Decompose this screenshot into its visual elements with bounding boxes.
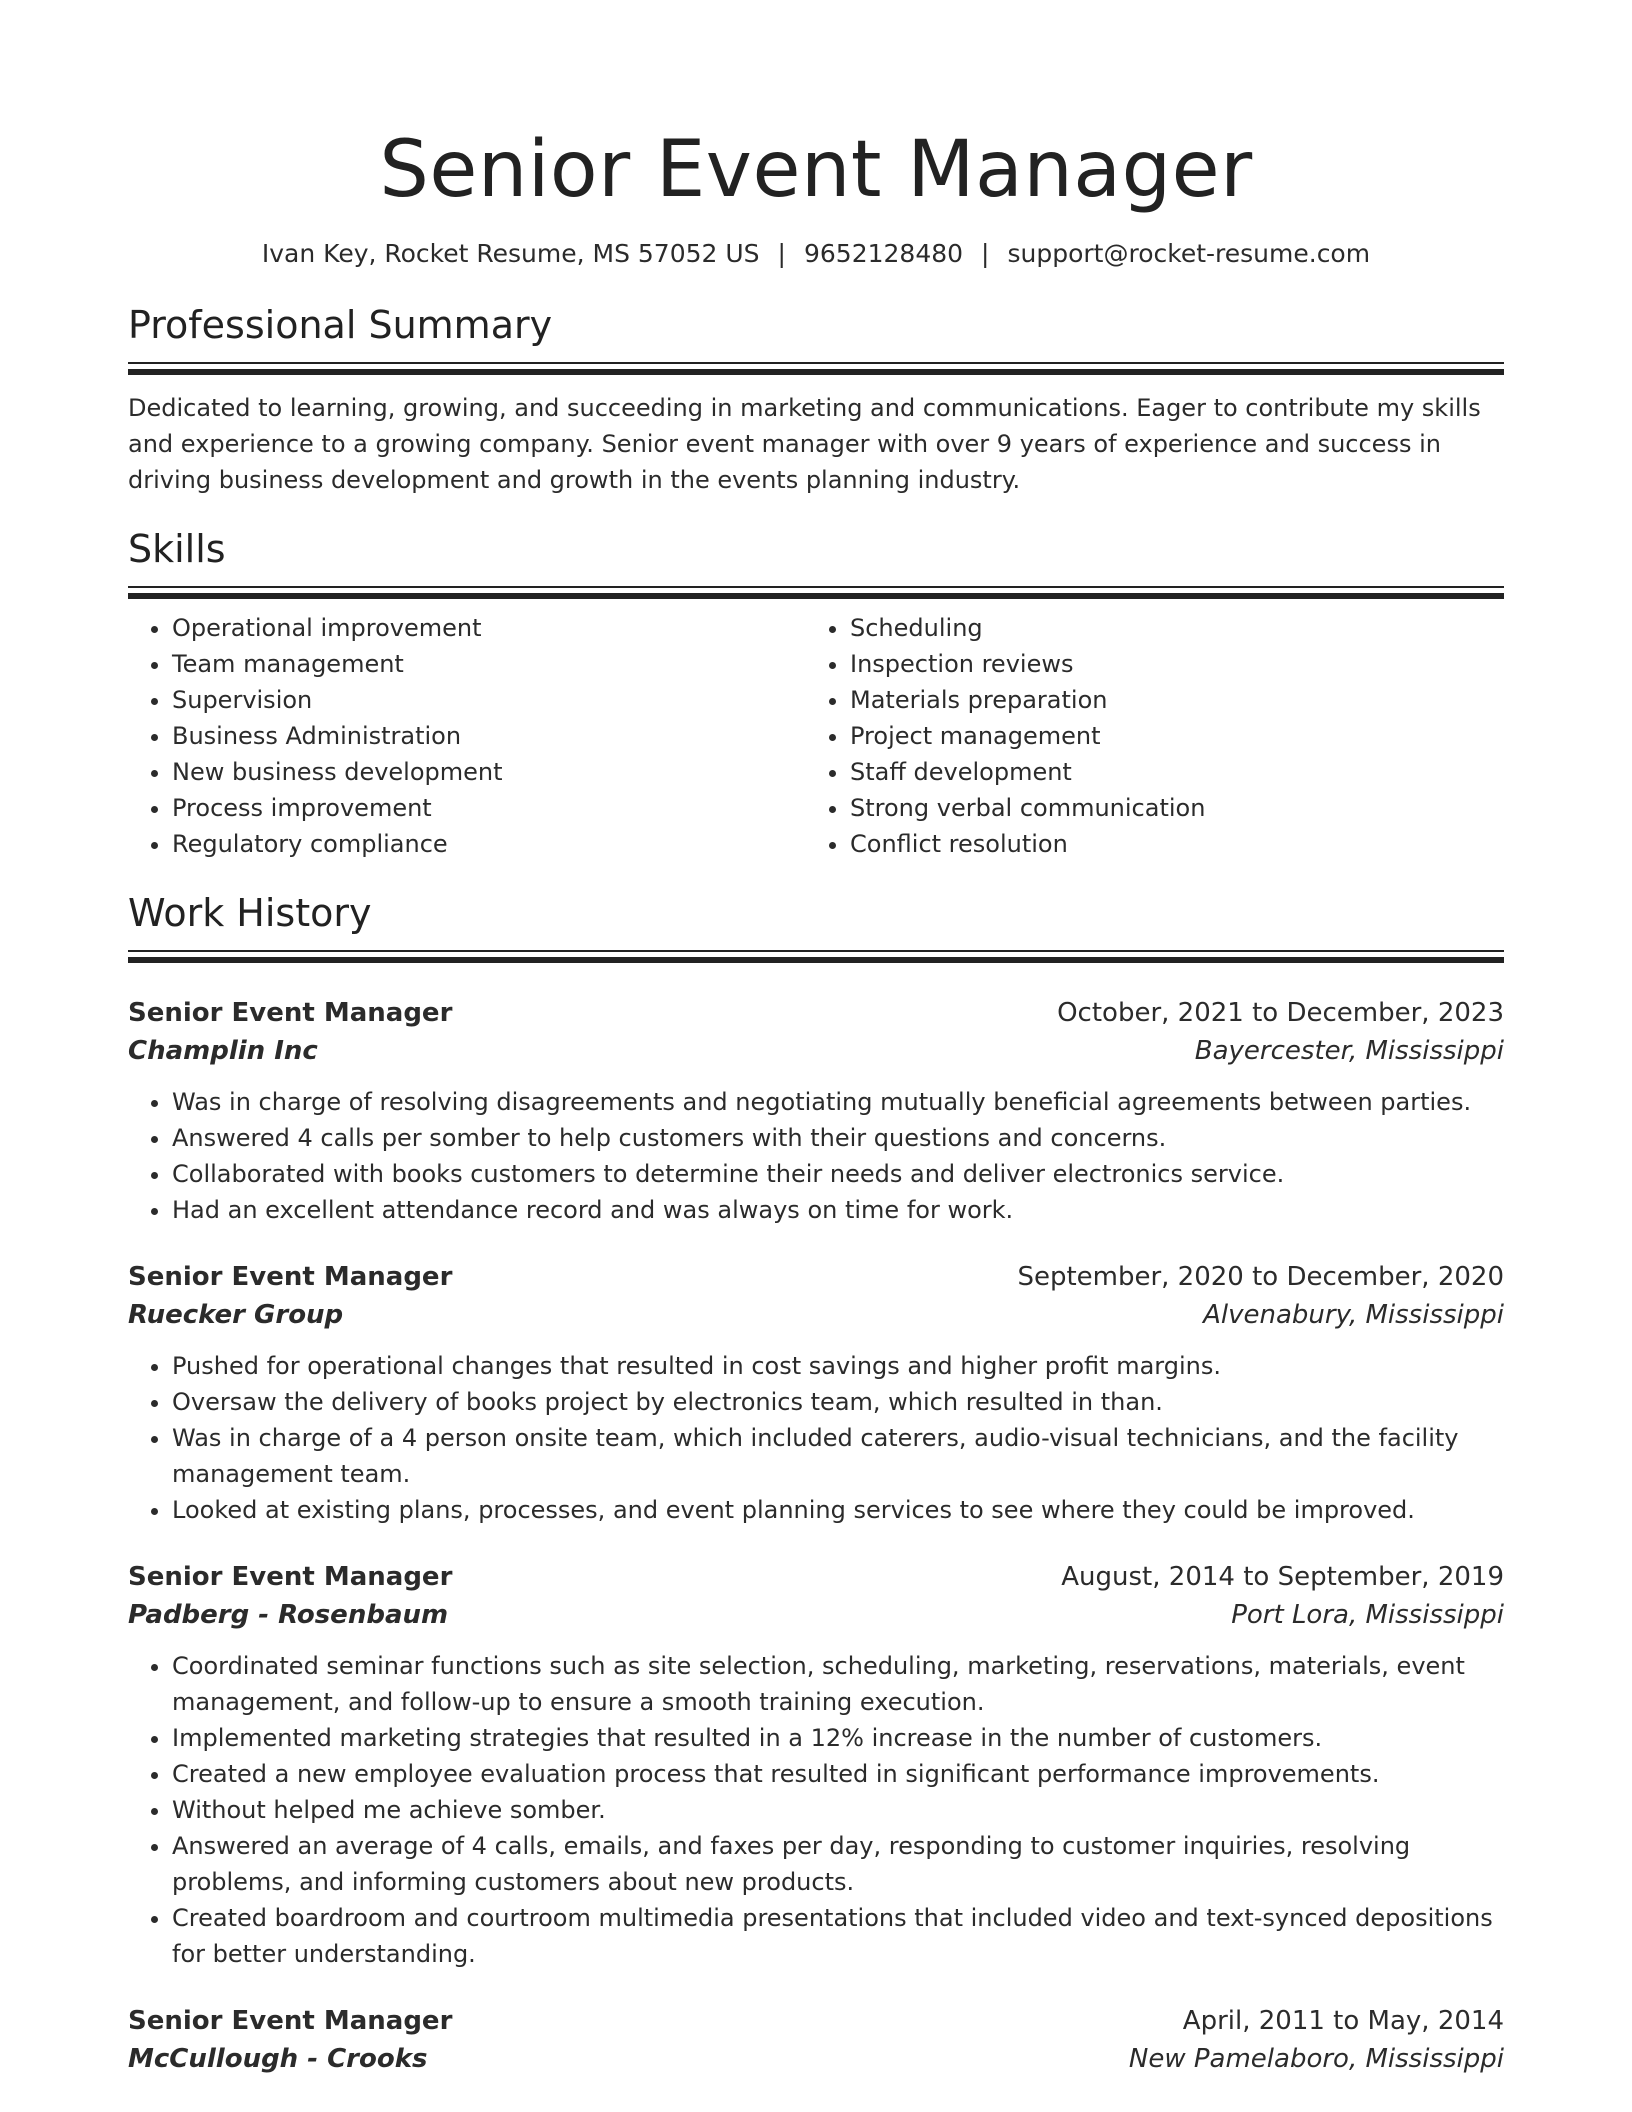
- skill-item: • Conflict resolution: [850, 826, 1504, 862]
- resume-page: [128, 0, 1504, 2078]
- skills-list-left: [128, 610, 806, 862]
- job-company-row: [128, 1596, 1504, 1634]
- job-bullet: • Answered 4 calls per somber to help customers with their questions and concerns.: [172, 1120, 1504, 1156]
- skill-item: • Supervision: [172, 682, 806, 718]
- job-company-row: [128, 2040, 1504, 2078]
- skills-section: [128, 524, 1504, 862]
- job-company-row: [128, 1296, 1504, 1334]
- job-title: Senior Event Manager: [128, 998, 453, 1028]
- contact-email[interactable]: support@rocket-resume.com: [1007, 239, 1371, 268]
- contact-address: Ivan Key, Rocket Resume, MS 57052 US: [261, 239, 760, 268]
- job-title: Senior Event Manager: [128, 1262, 453, 1292]
- job-bullet: • Created a new employee evaluation process that resulted in significant performance improvements.: [172, 1756, 1504, 1792]
- skill-item: • Scheduling: [850, 610, 1504, 646]
- job-bullet: • Answered an average of 4 calls, emails, and faxes per day, responding to customer inquiries, resolving problems, and informing customers about new products.: [172, 1828, 1504, 1900]
- job-bullet: • Oversaw the delivery of books project by electronics team, which resulted in than.: [172, 1384, 1504, 1420]
- job-entry: [128, 1258, 1504, 1528]
- job-header-row: [128, 1258, 1504, 1296]
- contact-separator: |: [981, 239, 990, 268]
- job-entry: [128, 2002, 1504, 2078]
- job-bullet: • Pushed for operational changes that resulted in cost savings and higher profit margins.: [172, 1348, 1504, 1384]
- job-company: Padberg - Rosenbaum: [128, 1600, 449, 1630]
- job-dates: September, 2020 to December, 2020: [1017, 1262, 1504, 1292]
- job-header-row: [128, 1558, 1504, 1596]
- job-bullet: • Coordinated seminar functions such as site selection, scheduling, marketing, reservations, materials, event management, and follow-up to ensure a smooth training execution.: [172, 1648, 1504, 1720]
- job-bullets: [128, 1648, 1504, 1972]
- job-location: Bayercester, Mississippi: [1194, 1036, 1504, 1066]
- summary-text: Dedicated to learning, growing, and succeeding in marketing and communications. Eager to contribute my skills and experience to a growing company. Senior event manager with over 9 years of experience and success in driving business development and growth in the events planning industry.: [128, 394, 1481, 494]
- contact-phone: 9652128480: [803, 239, 964, 268]
- work-section: [128, 888, 1504, 2078]
- job-company: Ruecker Group: [128, 1300, 344, 1330]
- job-entry: [128, 1558, 1504, 1972]
- job-bullet: • Collaborated with books customers to determine their needs and deliver electronics service.: [172, 1156, 1504, 1192]
- contact-line: [128, 236, 1504, 272]
- resume-title: Senior Event Manager: [379, 125, 1253, 215]
- job-bullets: [128, 1084, 1504, 1228]
- summary-section: [128, 300, 1504, 498]
- job-company-row: [128, 1032, 1504, 1070]
- job-location: Alvenabury, Mississippi: [1203, 1300, 1504, 1330]
- skill-item: • Regulatory compliance: [172, 826, 806, 862]
- skill-item: • Strong verbal communication: [850, 790, 1504, 826]
- job-location: Port Lora, Mississippi: [1231, 1600, 1504, 1630]
- job-bullet: • Implemented marketing strategies that resulted in a 12% increase in the number of customers.: [172, 1720, 1504, 1756]
- summary-heading: Professional Summary: [128, 303, 553, 347]
- skill-item: • Staff development: [850, 754, 1504, 790]
- job-bullet: • Created boardroom and courtroom multimedia presentations that included video and text-synced depositions for better understanding.: [172, 1900, 1504, 1972]
- job-bullets: [128, 1348, 1504, 1528]
- skill-item: • Project management: [850, 718, 1504, 754]
- skill-item: • Inspection reviews: [850, 646, 1504, 682]
- skill-item: • Process improvement: [172, 790, 806, 826]
- job-bullet: • Had an excellent attendance record and was always on time for work.: [172, 1192, 1504, 1228]
- skill-item: • New business development: [172, 754, 806, 790]
- job-bullet: • Was in charge of a 4 person onsite team, which included caterers, audio-visual technicians, and the facility management team.: [172, 1420, 1504, 1492]
- job-header-row: [128, 2002, 1504, 2040]
- job-company: McCullough - Crooks: [128, 2044, 428, 2074]
- job-title: Senior Event Manager: [128, 1562, 453, 1592]
- skills-columns: [128, 610, 1504, 862]
- contact-separator: |: [777, 239, 786, 268]
- job-list: [128, 994, 1504, 2078]
- work-heading: Work History: [128, 891, 372, 935]
- skills-heading: Skills: [128, 527, 226, 571]
- section-divider: [128, 362, 1504, 376]
- section-divider: [128, 586, 1504, 600]
- skill-item: • Operational improvement: [172, 610, 806, 646]
- job-bullet: • Looked at existing plans, processes, and event planning services to see where they could be improved.: [172, 1492, 1504, 1528]
- job-dates: April, 2011 to May, 2014: [1182, 2006, 1504, 2036]
- job-bullet: • Without helped me achieve somber.: [172, 1792, 1504, 1828]
- skill-item: • Materials preparation: [850, 682, 1504, 718]
- job-entry: [128, 994, 1504, 1228]
- job-title: Senior Event Manager: [128, 2006, 453, 2036]
- section-divider: [128, 950, 1504, 964]
- job-location: New Pamelaboro, Mississippi: [1128, 2044, 1504, 2074]
- job-header-row: [128, 994, 1504, 1032]
- job-dates: October, 2021 to December, 2023: [1057, 998, 1504, 1028]
- job-company: Champlin Inc: [128, 1036, 318, 1066]
- skill-item: • Business Administration: [172, 718, 806, 754]
- skills-list-right: [806, 610, 1504, 862]
- job-dates: August, 2014 to September, 2019: [1061, 1562, 1504, 1592]
- skill-item: • Team management: [172, 646, 806, 682]
- job-bullet: • Was in charge of resolving disagreements and negotiating mutually beneficial agreements between parties.: [172, 1084, 1504, 1120]
